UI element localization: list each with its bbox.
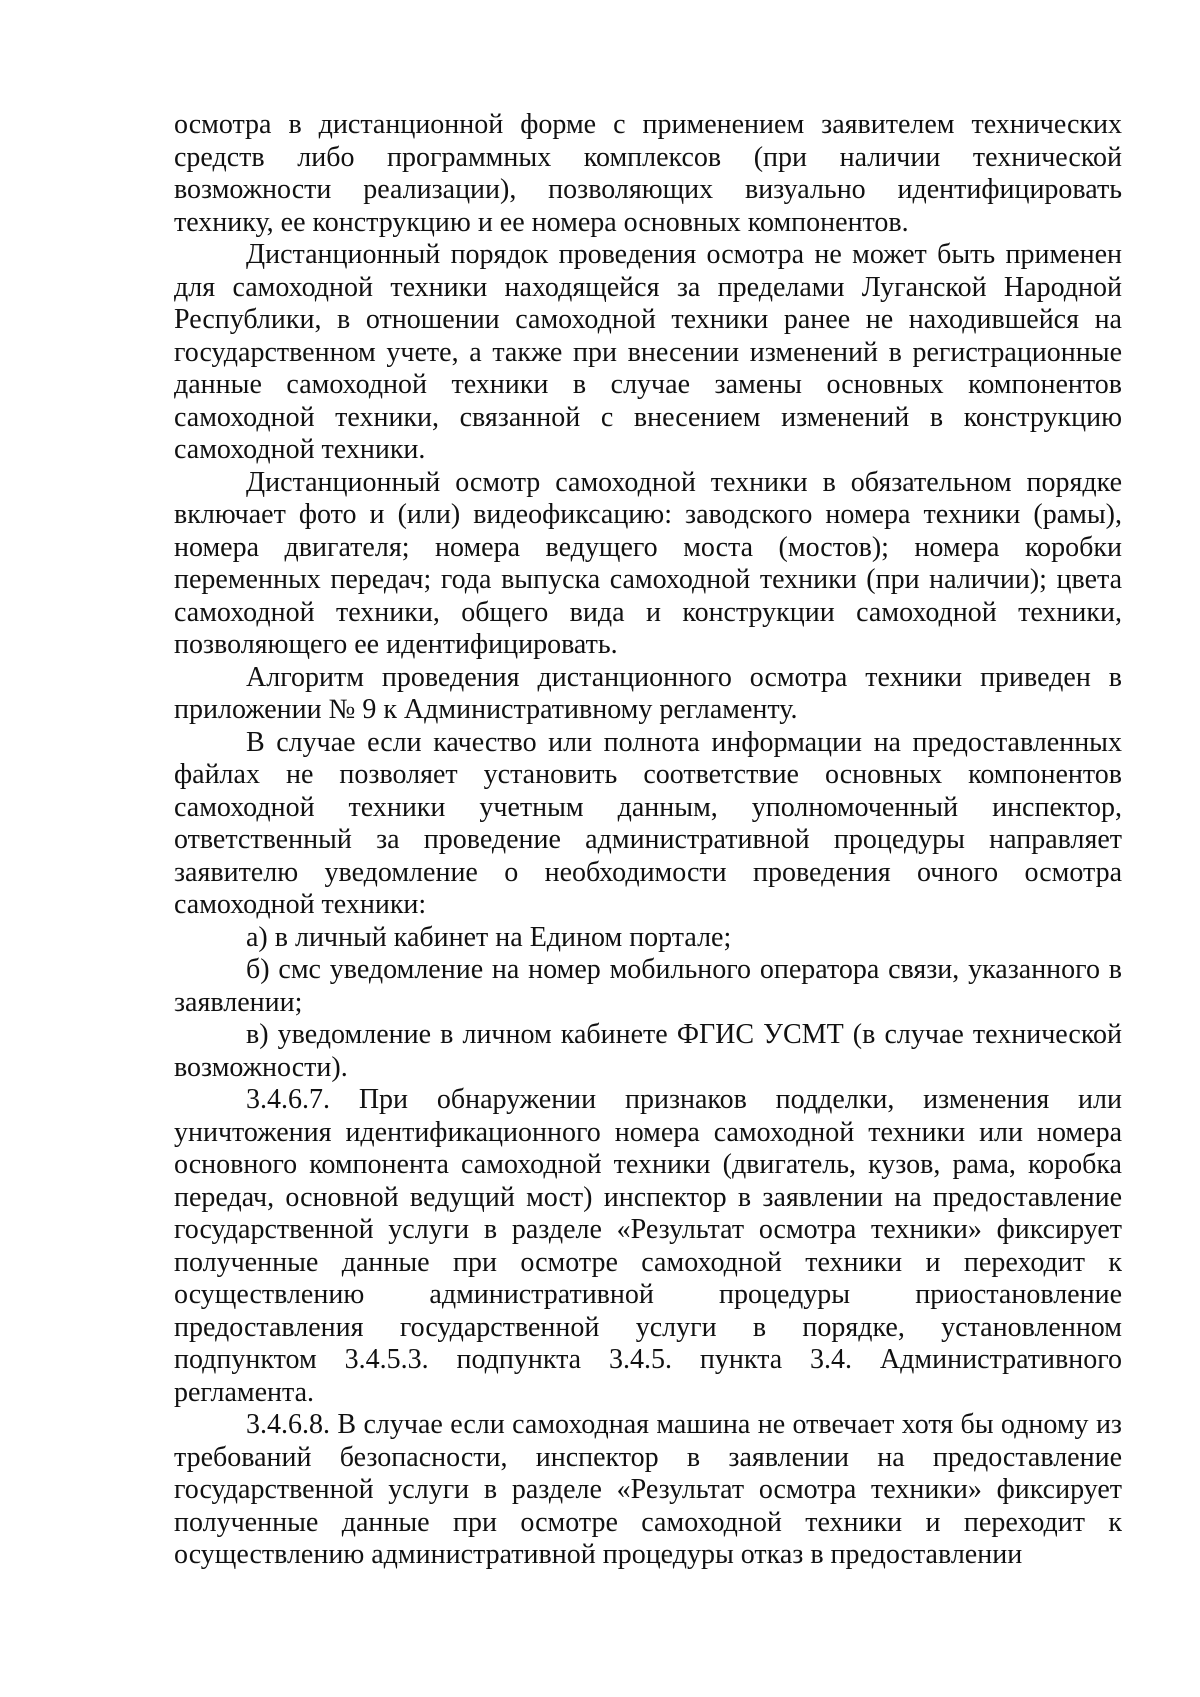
document-page	[174, 109, 1122, 1572]
list-item-c: в) уведомление в личном кабинете ФГИС УСМТ (в случае технической возможности).	[174, 1019, 1122, 1083]
paragraph-remote-inspection-limits: Дистанционный порядок проведения осмотра не может быть применен для самоходной техники находящейся за пределами Луганской Народной Республики, в отношении самоходной техники ранее не находившейся на государственном учете, а также при внесении изменений в регистрационные данные самоходной техники в случае замены основных компонентов самоходной техники, связанной с внесением изменений в конструкцию самоходной техники.	[174, 239, 1122, 465]
list-item-a: а) в личный кабинет на Едином портале;	[246, 921, 732, 953]
paragraph-continuation: осмотра в дистанционной форме с применением заявителем технических средств либо программных комплексов (при наличии технической возможности реализации), позволяющих визуально идентифицировать технику, ее конструкцию и ее номера основных компонентов.	[174, 109, 1122, 238]
paragraph-algorithm-reference: Алгоритм проведения дистанционного осмотра техники приведен в приложении № 9 к Административному регламенту.	[174, 661, 1122, 725]
paragraph-insufficient-quality: В случае если качество или полнота информации на предоставленных файлах не позволяет установить соответствие основных компонентов самоходной техники учетным данным, уполномоченный инспектор, ответственный за проведение административной процедуры направляет заявителю уведомление о необходимости проведения очного осмотра самоходной техники:	[174, 726, 1122, 920]
list-item-b: б) смс уведомление на номер мобильного оператора связи, указанного в заявлении;	[174, 954, 1122, 1018]
clause-3-4-6-7: 3.4.6.7. При обнаружении признаков подделки, изменения или уничтожения идентификационного номера самоходной техники или номера основного компонента самоходной техники (двигатель, кузов, рама, коробка передач, основной ведущий мост) инспектор в заявлении на предоставление государственной услуги в разделе «Результат осмотра техники» фиксирует полученные данные при осмотре самоходной техники и переходит к осуществлению административной процедуры приостановление предоставления государственной услуги в порядке, установленном подпунктом 3.4.5.3. подпункта 3.4.5. пункта 3.4. Административного регламента.	[174, 1084, 1122, 1408]
clause-3-4-6-8: 3.4.6.8. В случае если самоходная машина не отвечает хотя бы одному из требований безопасности, инспектор в заявлении на предоставление государственной услуги в разделе «Результат осмотра техники» фиксирует полученные данные при осмотре самоходной техники и переходит к осуществлению административной процедуры отказ в предоставлении	[174, 1409, 1122, 1570]
paragraph-remote-inspection-contents: Дистанционный осмотр самоходной техники в обязательном порядке включает фото и (или) видеофиксацию: заводского номера техники (рамы), номера двигателя; номера ведущего моста (мостов); номера коробки переменных передач; года выпуска самоходной техники (при наличии); цвета самоходной техники, общего вида и конструкции самоходной техники, позволяющего ее идентифицировать.	[174, 466, 1122, 660]
